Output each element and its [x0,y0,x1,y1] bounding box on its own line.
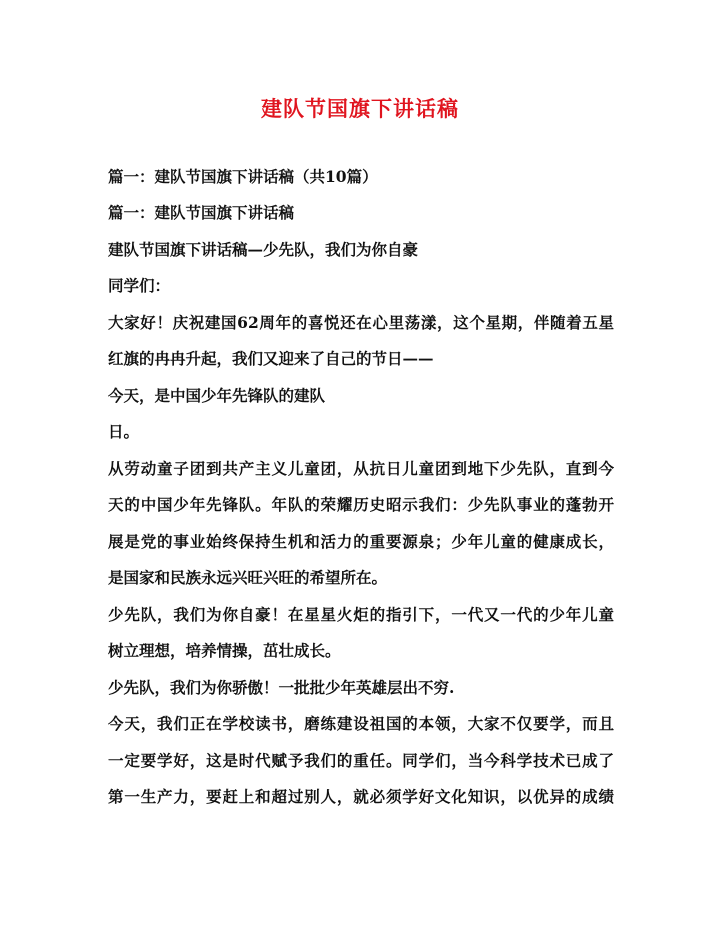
body-line: 展是党的事业始终保持生机和活力的重要源泉；少年儿童的健康成长， [108,532,614,551]
body-line: 今天，我们正在学校读书，磨练建设祖国的本领，大家不仅要学，而且 [108,714,614,733]
body-line: 大家好！庆祝建国62周年的喜悦还在心里荡漾，这个星期，伴随着五星 [108,313,614,332]
body-line: 日。 [108,422,140,441]
body-line: 是国家和民族永远兴旺兴旺的希望所在。 [108,568,388,587]
greeting-line: 同学们： [108,276,171,295]
body-line: 树立理想，培养情操，茁壮成长。 [108,641,341,660]
body-line: 天的中国少年先锋队。年队的荣耀历史昭示我们：少先队事业的蓬勃开 [108,495,614,514]
body-line: 红旗的冉冉升起，我们又迎来了自己的节日—— [108,349,434,368]
body-line: 从劳动童子团到共产主义儿童团，从抗日儿童团到地下少先队，直到今 [108,459,614,478]
body-line: 第一生产力，要赶上和超过别人，就必须学好文化知识，以优异的成绩 [108,787,614,806]
body-line: 一定要学好，这是时代赋予我们的重任。同学们，当今科学技术已成了 [108,751,614,770]
body-line: 今天，是中国少年先锋队的建队 [108,386,326,405]
subtitle-line: 建队节国旗下讲话稿—少先队，我们为你自豪 [108,240,419,259]
heading-line: 篇一：建队节国旗下讲话稿（共10篇） [108,167,378,186]
document-title: 建队节国旗下讲话稿 [261,96,459,121]
body-line: 少先队，我们为你骄傲！一批批少年英雄层出不穷. [108,678,455,697]
body-line: 少先队，我们为你自豪！在星星火炬的指引下，一代又一代的少年儿童 [108,605,614,624]
heading-line: 篇一：建队节国旗下讲话稿 [108,203,295,222]
